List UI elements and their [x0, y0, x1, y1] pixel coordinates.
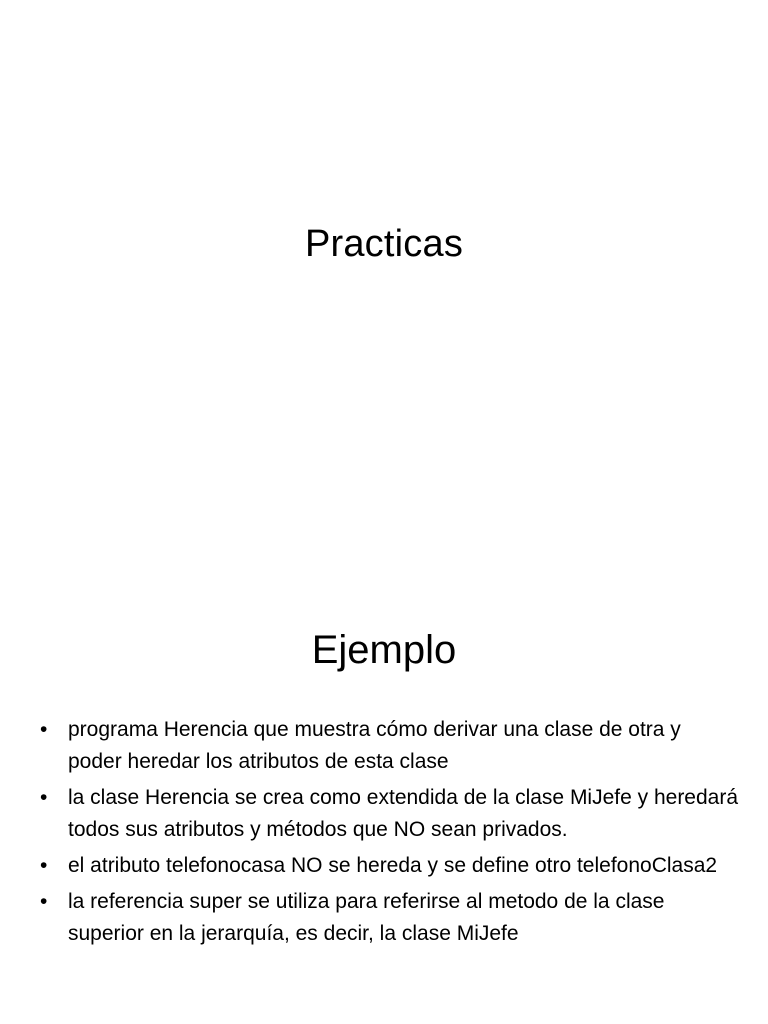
bullet-list: [40, 714, 740, 954]
bullet-text: el atributo telefonocasa NO se hereda y se define otro telefonoClasa2: [68, 854, 718, 877]
slide-title-practicas: Practicas: [304, 223, 464, 265]
bullet-item: [40, 886, 740, 950]
bullet-item: [40, 714, 740, 778]
bullet-text: la referencia super se utiliza para referirse al metodo de la clase superior en la jerarquía, es decir, la clase MiJefe: [68, 890, 665, 945]
bullet-dot-icon: •: [40, 854, 48, 877]
bullet-text: la clase Herencia se crea como extendida de la clase MiJefe y heredará todos sus atributos y métodos que NO sean privados.: [68, 786, 739, 841]
slide-title-ejemplo: Ejemplo: [311, 628, 457, 672]
bullet-text: programa Herencia que muestra cómo derivar una clase de otra y poder heredar los atributos de esta clase: [68, 718, 681, 773]
bullet-item: [40, 850, 740, 882]
bullet-item: [40, 782, 740, 846]
bullet-dot-icon: •: [40, 786, 48, 809]
bullet-dot-icon: •: [40, 890, 48, 913]
bullet-dot-icon: •: [40, 718, 48, 741]
